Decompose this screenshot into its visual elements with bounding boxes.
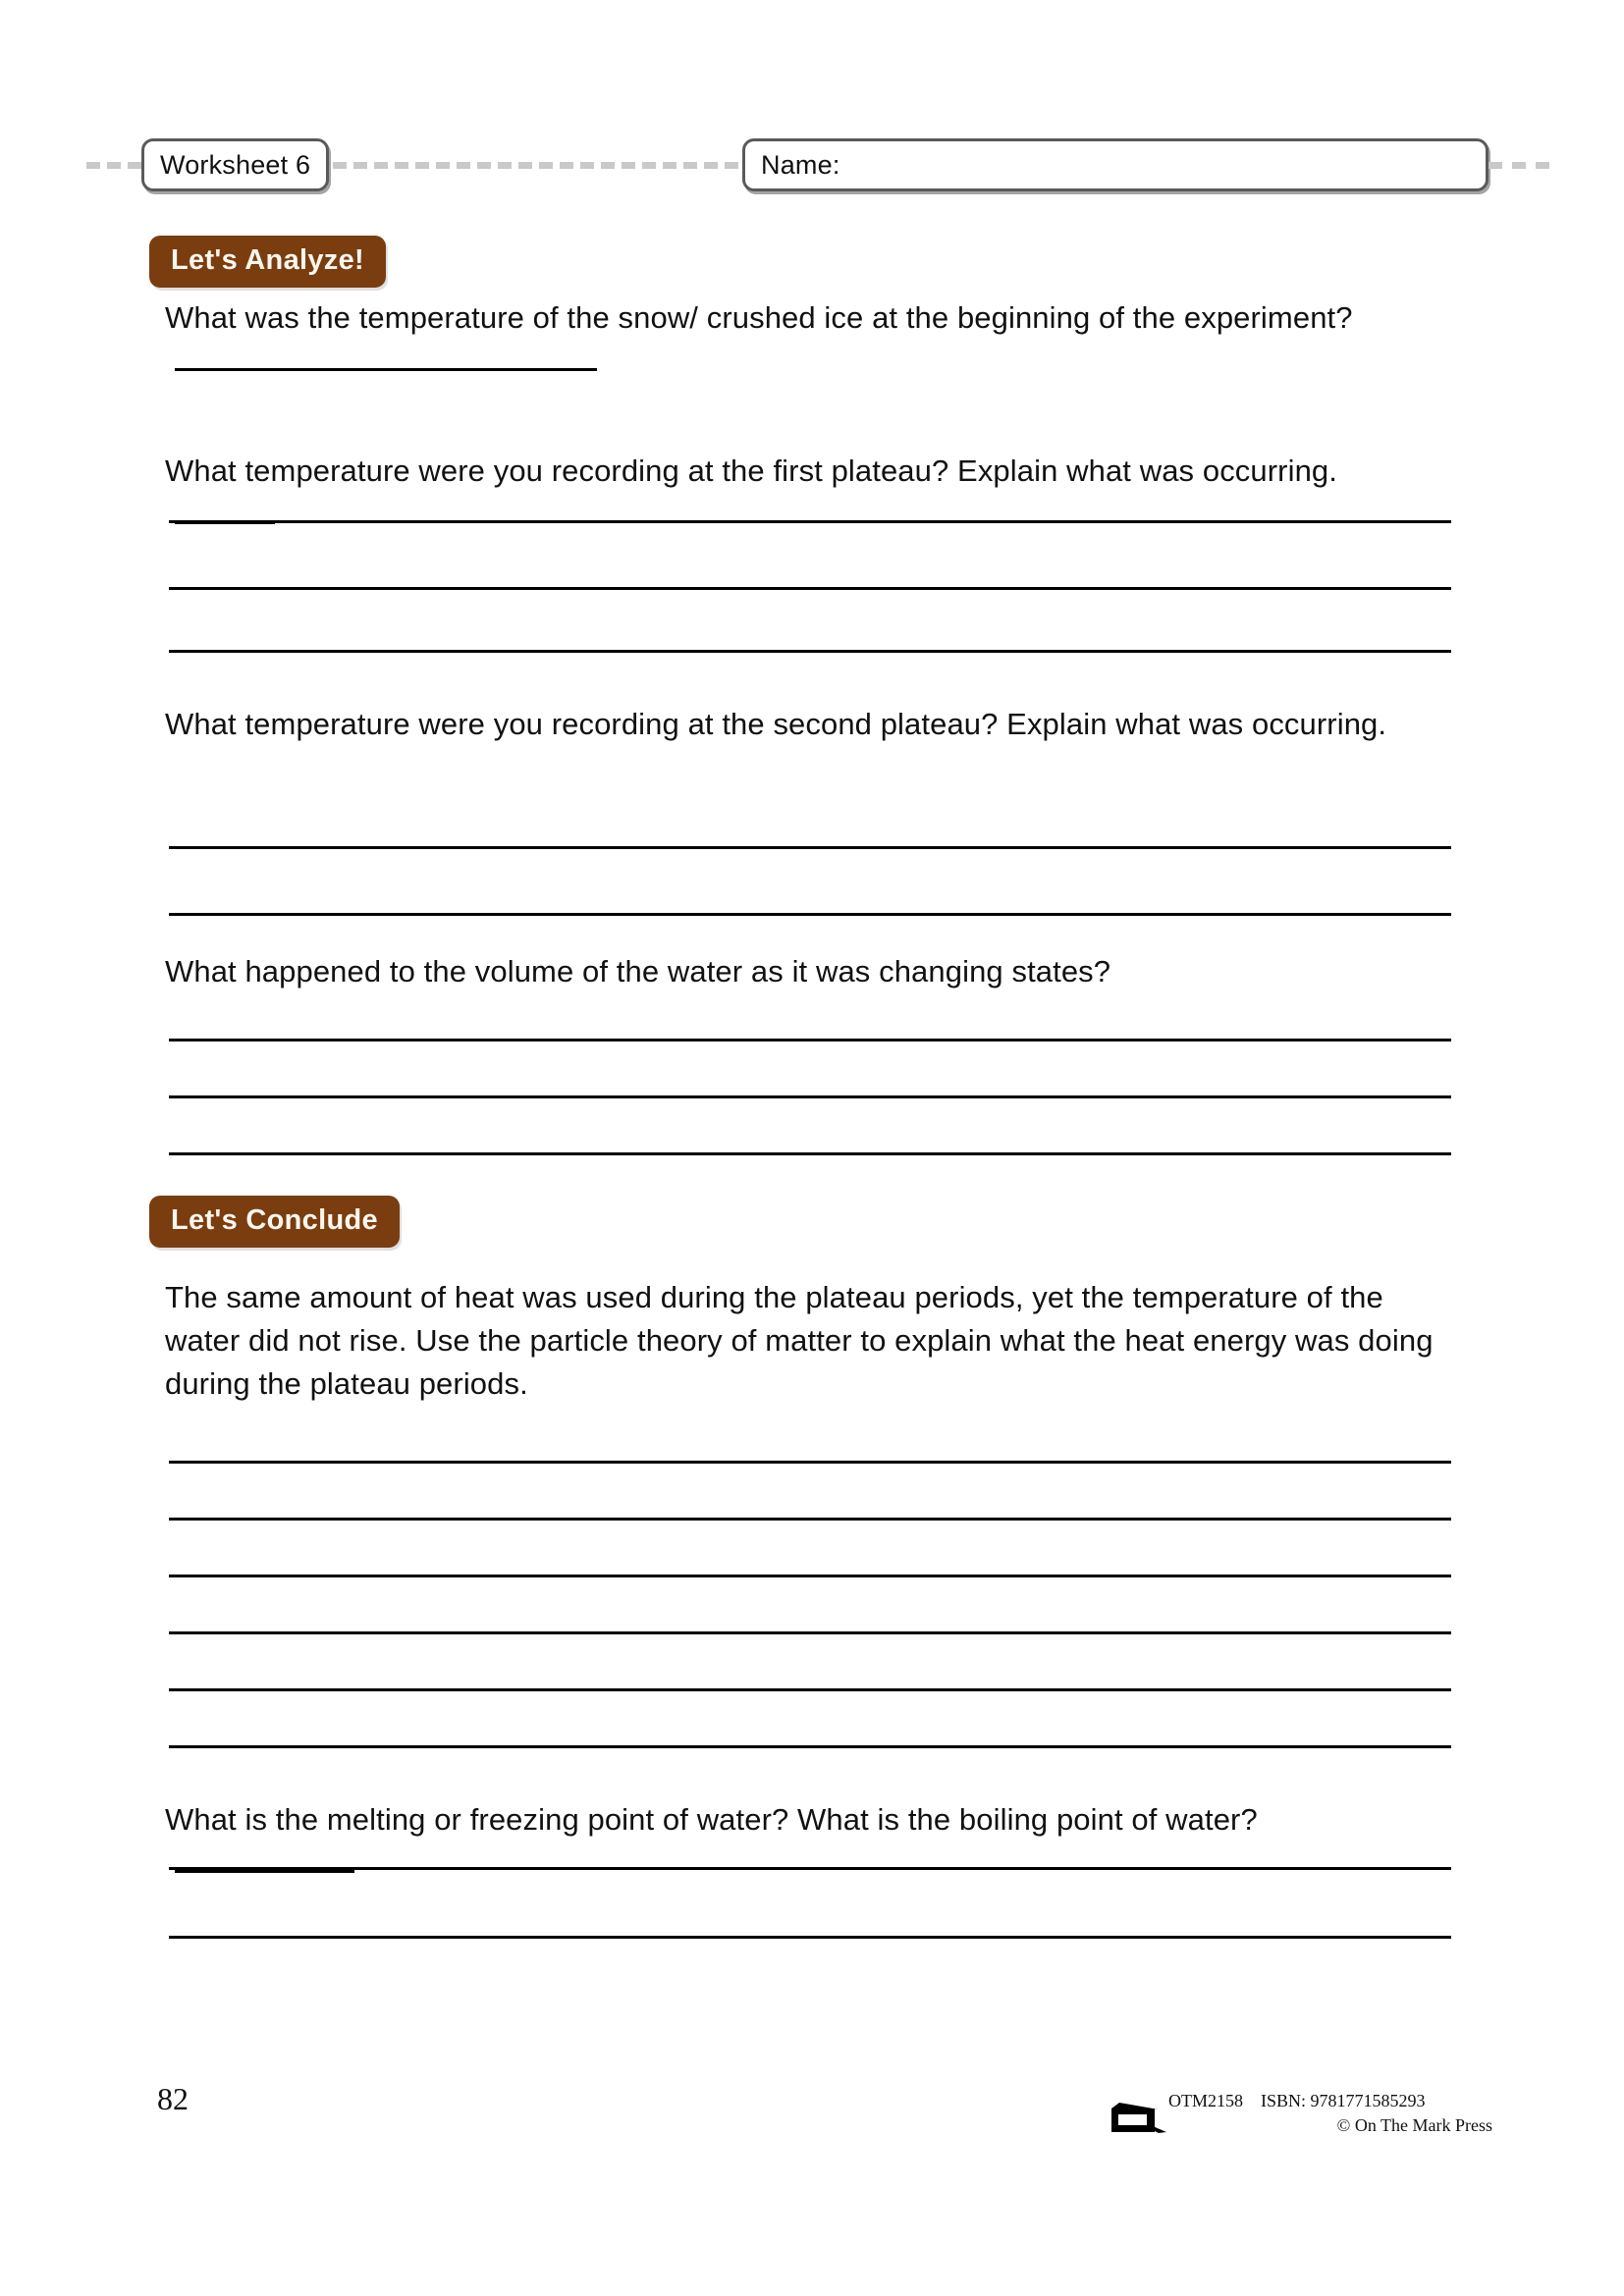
footer-copyright: © On The Mark Press xyxy=(1336,2115,1492,2135)
answer-line[interactable] xyxy=(169,1518,1451,1521)
worksheet-number-label: Worksheet 6 xyxy=(160,149,311,180)
footer-publisher-info xyxy=(1168,2089,1492,2138)
header-dashed-line-right xyxy=(1489,162,1549,169)
header-dashed-line-left xyxy=(86,162,141,169)
question-3-text xyxy=(165,703,1441,746)
answer-line[interactable] xyxy=(169,1936,1451,1939)
answer-line[interactable] xyxy=(169,1745,1451,1748)
question-1-text xyxy=(165,296,1441,383)
answer-line[interactable] xyxy=(169,1095,1451,1098)
answer-line[interactable] xyxy=(169,1867,1451,1870)
answer-line[interactable] xyxy=(169,1152,1451,1155)
question-5-label: The same amount of heat was used during the plateau periods, yet the temperature of the water did not rise. Use the particle theory of matter to explain what the heat energy was doing during the plateau periods. xyxy=(165,1280,1434,1401)
question-6-label: What is the melting or freezing point of water? What is the boiling point of water? xyxy=(165,1802,1258,1837)
answer-line[interactable] xyxy=(169,650,1451,653)
question-1-inline-answer-blank[interactable] xyxy=(175,368,597,371)
question-5-text xyxy=(165,1276,1441,1406)
question-6-text xyxy=(165,1798,1441,1885)
name-field-label: Name: xyxy=(761,149,840,180)
answer-line[interactable] xyxy=(169,1039,1451,1041)
name-field-box[interactable] xyxy=(742,138,1489,191)
answer-line[interactable] xyxy=(169,587,1451,590)
answer-line[interactable] xyxy=(169,1575,1451,1577)
footer-code-line xyxy=(1168,2089,1492,2113)
worksheet-number-box xyxy=(141,138,329,191)
question-4-label: What happened to the volume of the water as it was changing states? xyxy=(165,954,1111,988)
answer-line[interactable] xyxy=(169,1461,1451,1464)
question-6-inline-answer-blank[interactable] xyxy=(175,1870,354,1873)
answer-line[interactable] xyxy=(169,520,1451,523)
answer-line[interactable] xyxy=(169,1631,1451,1634)
section-badge-lets-conclude: Let's Conclude xyxy=(149,1196,400,1248)
answer-line[interactable] xyxy=(169,913,1451,916)
question-1-label: What was the temperature of the snow/ crushed ice at the beginning of the experiment? xyxy=(165,300,1353,335)
question-4-text xyxy=(165,950,1441,993)
section-badge-lets-analyze: Let's Analyze! xyxy=(149,236,386,288)
worksheet-header xyxy=(86,137,1549,192)
book-press-logo-icon xyxy=(1108,2097,1168,2136)
answer-line[interactable] xyxy=(169,1688,1451,1691)
answer-line[interactable] xyxy=(169,846,1451,849)
footer-isbn: ISBN: 9781771585293 xyxy=(1261,2091,1426,2110)
header-dashed-line-middle xyxy=(333,162,738,169)
question-2-label: What temperature were you recording at the first plateau? Explain what was occurring. xyxy=(165,454,1337,488)
footer-product-code: OTM2158 xyxy=(1168,2091,1243,2110)
question-3-label: What temperature were you recording at the second plateau? Explain what was occurring. xyxy=(165,707,1387,741)
page-number: 82 xyxy=(157,2081,189,2116)
